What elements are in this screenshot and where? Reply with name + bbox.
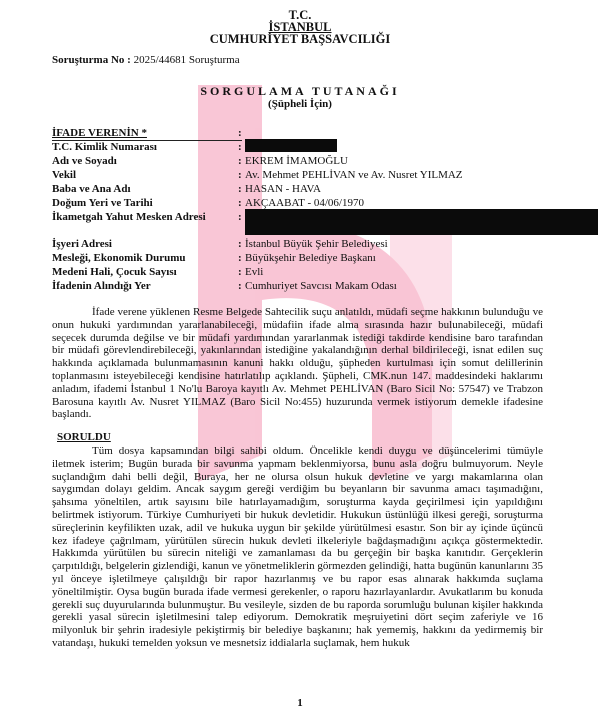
field-label: Baba ve Ana Adı [52, 183, 131, 195]
field-value: AKÇAABAT - 04/06/1970 [245, 197, 364, 209]
field-value: HASAN - HAVA [245, 183, 321, 195]
field-label: Adı ve Soyadı [52, 155, 117, 167]
field-label: İkametgah Yahut Mesken Adresi [52, 211, 206, 223]
field-colon: : [238, 252, 242, 264]
field-label: Vekil [52, 169, 77, 181]
field-value: Büyükşehir Belediye Başkanı [245, 252, 376, 264]
field-value: EKREM İMAMOĞLU [245, 155, 348, 167]
field-label: İşyeri Adresi [52, 238, 112, 250]
field-ikametgah [52, 211, 592, 225]
field-label: Doğum Yeri ve Tarihi [52, 197, 153, 209]
field-label: İFADE VERENİN * [52, 127, 147, 139]
field-ifade-yeri [52, 280, 592, 294]
field-colon: : [238, 169, 242, 181]
document-subtitle: (Şüpheli İçin) [268, 98, 332, 110]
field-vekil [52, 169, 592, 183]
field-meslek [52, 252, 592, 266]
field-colon: : [238, 238, 242, 250]
field-tc-kimlik [52, 141, 592, 155]
field-value: Cumhuriyet Savcısı Makam Odası [245, 280, 397, 292]
field-colon: : [238, 197, 242, 209]
field-colon: : [238, 155, 242, 167]
field-medeni-hal [52, 266, 592, 280]
field-colon: : [238, 127, 242, 139]
page-number: 1 [297, 697, 303, 709]
field-colon: : [238, 141, 242, 153]
field-value: İstanbul Büyük Şehir Belediyesi [245, 238, 388, 250]
intro-paragraph: İfade verene yüklenen Resme Belgede Sahtecilik suçu anlatıldı, müdafi seçme hakkının bulunduğu ve onun hukuki yardımından yararlanabileceği, müdafiin ifade alma sırasında hazır bulunabileceği, müdafi seçecek durumda değilse ve bir müdafi yardımından yararlanmak istediği takdirde kendisine baro tarafından bir müdafi görevlendirebileceği, yakınlarından istediğine yakalandığının derhal bildirileceği, isnat edilen suç hakkında açıklamada bulunmamasının kanuni hakkı olduğu, şüpheden kurtulması için somut delillerinin toplanmasını isteyebileceği kendisine hatırlatılıp açıklandı. Şüpheli, CMK.nun 147. maddesindeki haklarımı anladım, ifademi İstanbul 1 No'lu Baroya kayıtlı Av. Mehmet PEHLİVAN (Baro Sicil No: 57547) ve Trabzon Barosuna kayıtlı Av. Nusret YILMAZ (Baro Sicil No:455) huzurunda vermek istiyorum demekle ifadesine başlandı. [52, 306, 543, 421]
field-isyeri [52, 238, 592, 252]
field-colon: : [238, 280, 242, 292]
field-label: İfadenin Alındığı Yer [52, 280, 151, 292]
redaction-bar [245, 139, 337, 152]
field-label: T.C. Kimlik Numarası [52, 141, 157, 153]
field-baba-ana [52, 183, 592, 197]
case-number-value: 2025/44681 Soruşturma [133, 54, 240, 66]
field-value: Evli [245, 266, 264, 278]
redaction-bar [245, 209, 598, 235]
soruldu-heading: SORULDU [57, 431, 111, 443]
field-colon: : [238, 183, 242, 195]
field-label: Mesleği, Ekonomik Durumu [52, 252, 186, 264]
case-number [52, 54, 240, 66]
field-colon: : [238, 211, 242, 223]
header-city: İSTANBUL [268, 20, 332, 34]
field-value: Av. Mehmet PEHLİVAN ve Av. Nusret YILMAZ [245, 169, 463, 181]
case-number-label: Soruşturma No : [52, 54, 131, 66]
document-title: SORGULAMA TUTANAĞI [200, 84, 400, 98]
header-office: CUMHURİYET BAŞSAVCILIĞI [209, 32, 391, 46]
field-colon: : [238, 266, 242, 278]
field-ad-soyad [52, 155, 592, 169]
field-label: Medeni Hali, Çocuk Sayısı [52, 266, 177, 278]
statement-paragraph: Tüm dosya kapsamından bilgi sahibi oldum. Öncelikle kendi duygu ve düşüncelerimi tümüyle iletmek isterim; Bugün burada bir savunma yapmam beklenmiyorsa, bunu asla doğru bulmuyorum. Neyle suçlandığım dahi belli değil, Buraya, her ne olursa olsun hukuk devletine ve yargı makamlarına olan saygımdan dolayı geldim. Ancak saygım gereği verdiğim bu beyanların bir savunma amacı taşımadığını, şahsıma yöneltilen, artık sayısını bile hatırlayamadığım, soruşturma kayda geçirilmesi için yapıldığını belirtmek istiyorum. Türkiye Cumhuriyeti bir hukuk devletidir. Hukukun üstünlüğü ilkesi gereği, soruşturma süreçlerinin keyfilikten uzak, adil ve hukuka uygun bir şekilde yürütülmesi esastır. Son bir ay içinde üçüncü kez ifadeye çağrılmam, yürütülen sürecin hukuk devleti ilkeleriyle bağdaşmadığını açıkça göstermektedir. Hakkımda yürütülen bu sürecin niteliği ve zamanlaması da bu gerçeğin bir başka kanıtıdır. Gerçeklerin çarpıtıldığı, belgelerin gizlendiği, kanun ve yönetmeliklerin görmezden gelindiği, hatta bugünün kanunlarını 35 yıl önceye işletilmeye çalışıldığı bir rapor hazırlanmış ve bu rapor esas alınarak hakkımda suçlama yöneltilmiştir. Oysa bugün burada ifade vermesi gerekenler, o raporu hazırlayanlardır. Avukatlarım bu konuda gerekli suç duyurularında bulunmuştur. Bu vesileyle, sizden de bu raporda sorumluğu bulunan kişiler hakkında gerekli yasal sürecin işletilmesini talep ediyorum. Demokratik meşruiyetini dört seçim zaferiyle ve 16 milyonluk bir şehrin iradesiyle pekiştirmiş bir belediye başkanını; hak yememiş, hakkını da yedirmemiş bir vatandaşı, hukuki temelden yoksun ve mesnetsiz iddialarla suçlamak, hem hukuk [52, 445, 543, 649]
header-tc: T.C. [288, 8, 312, 22]
